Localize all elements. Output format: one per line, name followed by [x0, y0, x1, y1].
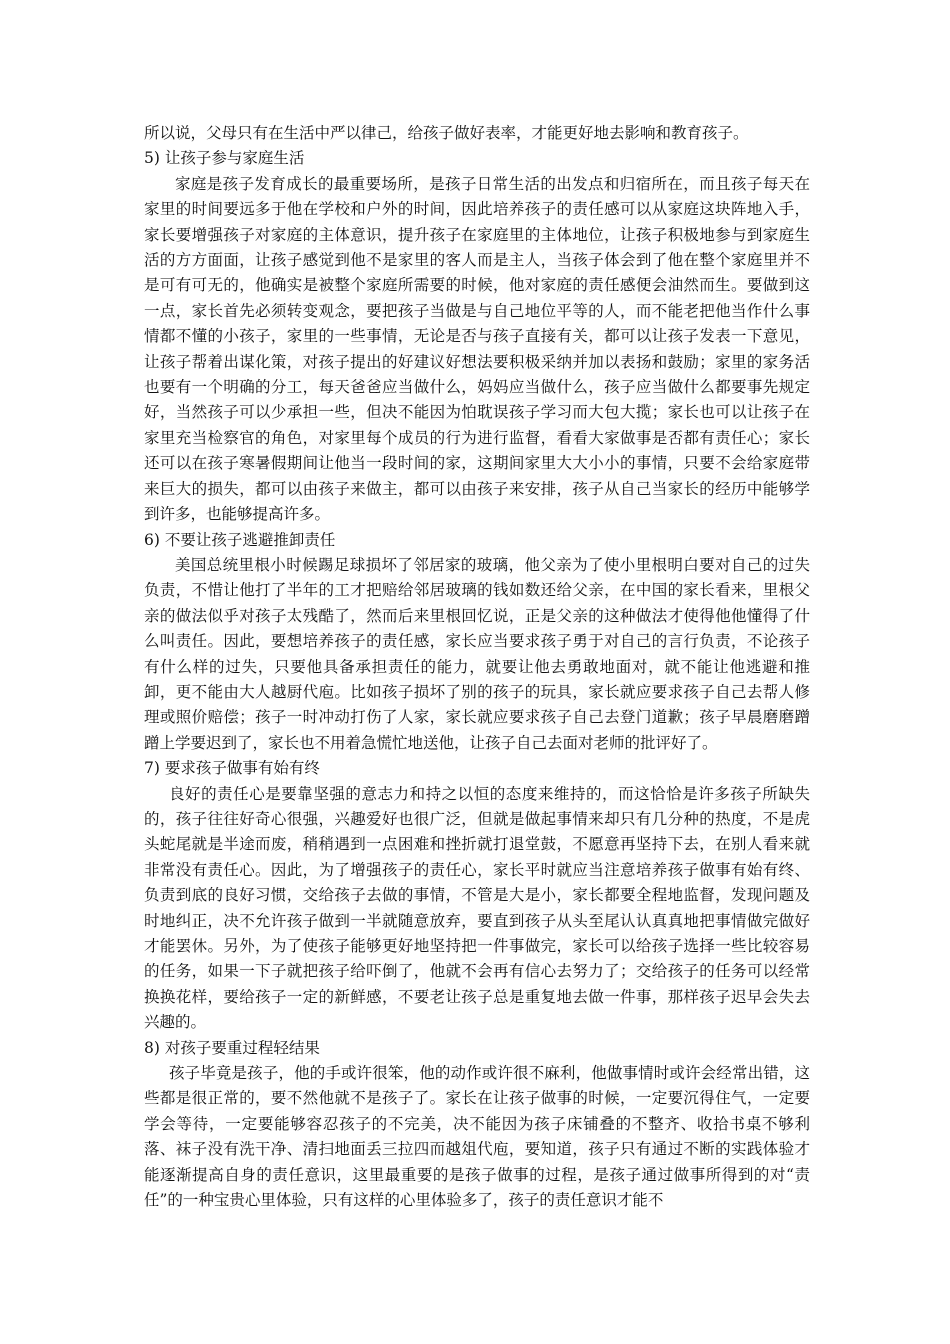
section-heading-8: 8) 对孩子要重过程轻结果 — [144, 1038, 320, 1057]
section-heading-7: 7) 要求孩子做事有始有终 — [144, 759, 320, 778]
section-heading-5: 5) 让孩子参与家庭生活 — [144, 149, 305, 168]
document-page — [144, 121, 810, 1213]
section-body-7: 良好的责任心是要靠坚强的意志力和持之以恒的态度来维持的，而这恰恰是许多孩子所缺失的，孩子往往好奇心很强，兴趣爱好也很广泛，但就是做起事情来却只有几分种的热度，不是虎头蛇尾就是半途而废，稍稍遇到一点困难和挫折就打退堂鼓，不愿意再坚持下去，在别人看来就非常没有责任心。因此，为了增强孩子的责任心，家长平时就应当注意培养孩子做事有始有终、负责到底的良好习惯，交给孩子去做的事情，不管是大是小，家长都要全程地监督，发现问题及时地纠正，决不允许孩子做到一半就随意放弃，要直到孩子从头至尾认认真真地把事情做完做好才能罢休。另外，为了使孩子能够更好地坚持把一件事做完，家长可以给孩子选择一些比较容易的任务，如果一下子就把孩子给吓倒了，他就不会再有信心去努力了；交给孩子的任务可以经常换换花样，要给孩子一定的新鲜感，不要老让孩子总是重复地去做一件事，那样孩子迟早会失去兴趣的。 — [144, 784, 810, 1032]
intro-paragraph: 所以说，父母只有在生活中严以律己，给孩子做好表率，才能更好地去影响和教育孩子。 — [144, 124, 749, 142]
section-heading-6: 6) 不要让孩子逃避推卸责任 — [144, 530, 336, 549]
section-body-8: 孩子毕竟是孩子，他的手或许很笨，他的动作或许很不麻利，他做事情时或许会经常出错，这些都是很正常的，要不然他就不是孩子了。家长在让孩子做事的时候，一定要沉得住气，一定要学会等待，一定要能够容忍孩子的不完美，决不能因为孩子床铺叠的不整齐、收拾书桌不够利落、袜子没有洗干净、清扫地面丢三拉四而越俎代庖，要知道，孩子只有通过不断的实践体验才能逐渐提高自身的责任意识，这里最重要的是孩子做事的过程，是孩子通过做事所得到的对“责任”的一种宝贵心里体验，只有这样的心里体验多了，孩子的责任意识才能不 — [144, 1064, 810, 1210]
section-body-5: 家庭是孩子发育成长的最重要场所，是孩子日常生活的出发点和归宿所在，而且孩子每天在家里的时间要远多于他在学校和户外的时间，因此培养孩子的责任感可以从家庭这块阵地入手，家长要增强孩子对家庭的主体意识，提升孩子在家庭里的主体地位，让孩子积极地参与到家庭生活的方方面面，让孩子感觉到他不是家里的客人而是主人，当孩子体会到了他在整个家庭里并不是可有可无的，他确实是被整个家庭所需要的时候，他对家庭的责任感便会油然而生。要做到这一点，家长首先必须转变观念，要把孩子当做是与自己地位平等的人，而不能老把他当作什么事情都不懂的小孩子，家里的一些事情，无论是否与孩子直接有关，都可以让孩子发表一下意见，让孩子帮着出谋化策，对孩子提出的好建议好想法要积极采纳并加以表扬和鼓励；家里的家务活也要有一个明确的分工，每天爸爸应当做什么，妈妈应当做什么，孩子应当做什么都要事先规定好，当然孩子可以少承担一些，但决不能因为怕耽误孩子学习而大包大揽；家长也可以让孩子在家里充当检察官的角色，对家里每个成员的行为进行监督，看看大家做事是否都有责任心；家长还可以在孩子寒暑假期间让他当一段时间的家，这期间家里大大小小的事情，只要不会给家庭带来巨大的损失，都可以由孩子来做主，都可以由孩子来安排，孩子从自己当家长的经历中能够学到许多，也能够提高许多。 — [144, 174, 810, 524]
section-body-6: 美国总统里根小时候踢足球损坏了邻居家的玻璃，他父亲为了使小里根明白要对自己的过失负责，不惜让他打了半年的工才把赔给邻居玻璃的钱如数还给父亲，在中国的家长看来，里根父亲的做法似乎对孩子太残酷了，然而后来里根回忆说，正是父亲的这种做法才使得他他懂得了什么叫责任。因此，要想培养孩子的责任感，家长应当要求孩子勇于对自己的言行负责，不论孩子有什么样的过失，只要他具备承担责任的能力，就要让他去勇敢地面对，就不能让他逃避和推卸，更不能由大人越厨代庖。比如孩子损坏了别的孩子的玩具，家长就应要求孩子自己去帮人修理或照价赔偿；孩子一时冲动打伤了人家，家长就应要求孩子自己去登门道歉；孩子早晨磨磨蹭蹭上学要迟到了，家长也不用着急慌忙地送他，让孩子自己去面对老师的批评好了。 — [144, 555, 810, 752]
